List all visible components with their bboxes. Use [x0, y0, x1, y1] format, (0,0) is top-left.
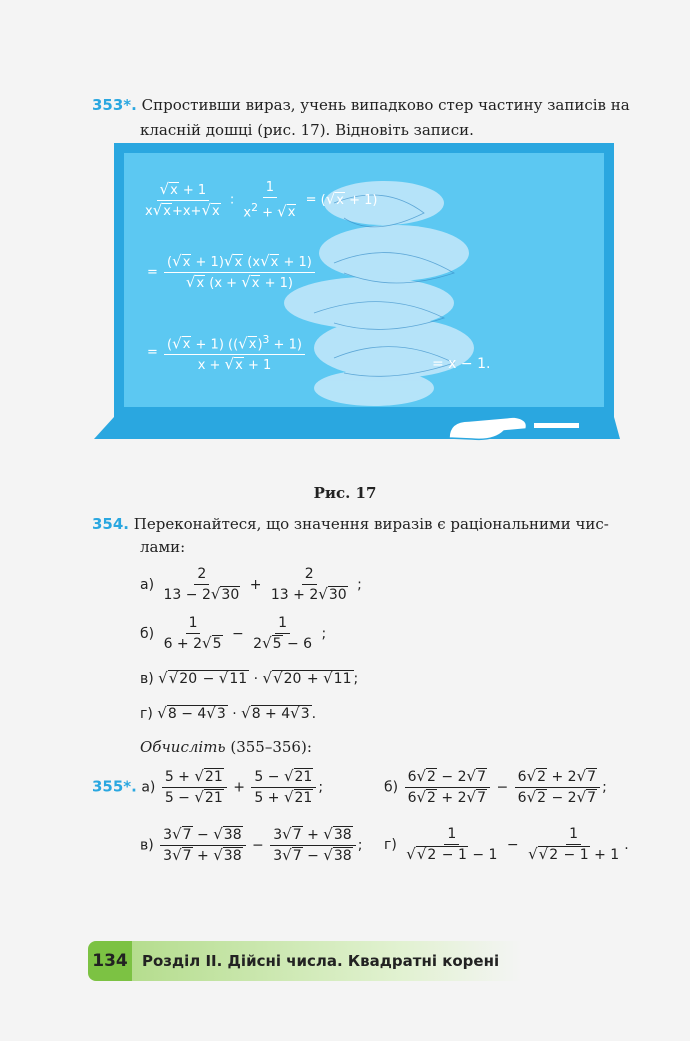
problem-355-v: в) $\frac{3√7 - √38}{3√7 + √38}$ − $\frac{3√7 + √38}{3√7 - √38}$ ; [140, 825, 363, 864]
problem-354-a: а) $\frac{2}{13 - 2√30}$ + $\frac{2}{13 + 2√30}$ ; [140, 566, 362, 603]
problem-355-b: б) $\frac{6√2 - 2√7}{6√2 + 2√7}$ − $\frac{6√2 + 2√7}{6√2 - 2√7}$ ; [384, 767, 607, 806]
board-eq: = [305, 192, 317, 208]
board-row-3: = $\frac{(√x + 1) ((√x)^3 + 1)}{x + √x + 1}$ [147, 330, 307, 375]
page-footer [88, 941, 522, 981]
board-one: 1 [263, 178, 277, 198]
chalk-stick [534, 423, 579, 428]
problem-number-355: 355*. [92, 777, 137, 796]
problem-353-text1: Спростивши вираз, учень випадково стер частину записів на [141, 96, 630, 114]
item-label: а) [140, 577, 155, 593]
item-label: б) [140, 626, 155, 642]
item-label: в) [140, 671, 154, 687]
problem-353-text2: класній дошці (рис. 17). Відновіть записи. [140, 121, 474, 139]
problem-354-g: г) √8 − 4√3 · √8 + 4√3 . [140, 704, 317, 722]
board-result: = x − 1. [432, 356, 491, 372]
item-label: г) [140, 706, 153, 722]
problem-354-text1: Переконайтеся, що значення виразів є раціональними чис- [133, 515, 609, 533]
problem-354-b: б) $\frac{1}{6 + 2√5}$ − $\frac{1}{2√5 - 6}$ ; [140, 615, 327, 652]
board-colon: : [229, 192, 235, 208]
problem-355-g: г) $\frac{1}{√√2 - 1 - 1}$ − $\frac{1}{√√2 - 1 + 1}$ . [384, 826, 629, 863]
problem-number-353: 353*. [92, 96, 137, 114]
problem-354-v: в) √√20 − √11 · √√20 + √11 ; [140, 669, 359, 687]
board-row-2: = $\frac{(√x + 1)√x (x√x + 1)}{√x (x + √x + 1)}$ [147, 252, 317, 293]
figure-caption: Рис. 17 [313, 484, 377, 502]
compute-note: Обчисліть (355–356): [140, 738, 312, 756]
page-number: 134 [88, 941, 132, 981]
problem-number-354: 354. [92, 515, 130, 533]
problem-353-line1 [92, 95, 630, 115]
problem-355-a: 355*. а) $\frac{5 + √21}{5 - √21}$ + $\frac{5 - √21}{5 + √21}$ ; [92, 767, 324, 806]
problem-354-line1 [92, 514, 609, 534]
board-row-1: $\frac{√x + 1}{x√x+x+√x}$ : $\frac{1}{x^2 + √x}$ = (√x + 1) [145, 179, 378, 221]
problem-354-text2: лами: [140, 538, 186, 556]
chapter-title: Розділ ІІ. Дійсні числа. Квадратні корені [132, 941, 522, 981]
